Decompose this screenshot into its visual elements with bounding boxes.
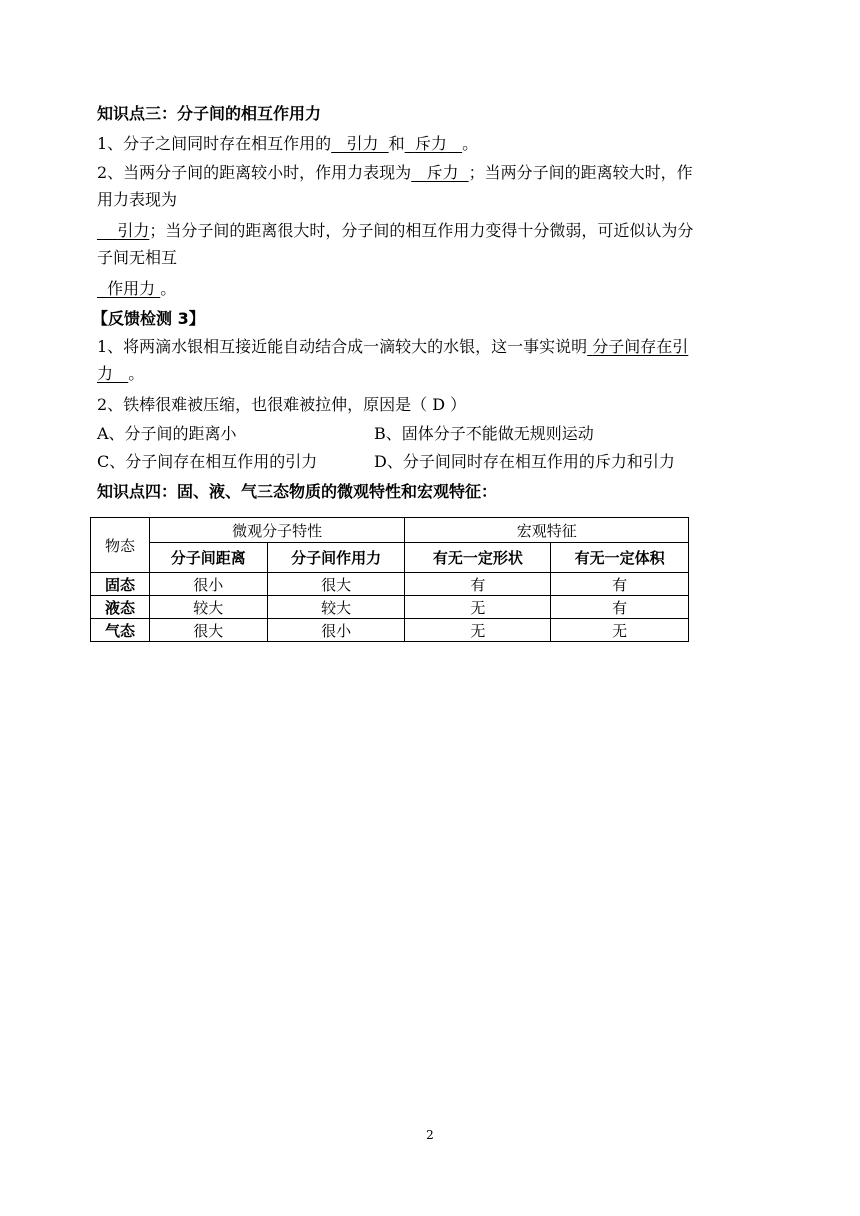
fb-q1-suffix: 。 bbox=[128, 364, 145, 383]
page-number: 2 bbox=[426, 1128, 434, 1142]
table-row bbox=[91, 573, 689, 596]
q2-answer-1: 斥力 bbox=[426, 163, 459, 182]
row-state-label: 气态 bbox=[91, 619, 150, 642]
table-cell: 很大 bbox=[149, 619, 267, 642]
table-cell: 较大 bbox=[149, 596, 267, 619]
table-cell: 无 bbox=[405, 619, 551, 642]
column-header: 有无一定形状 bbox=[405, 543, 551, 573]
column-header: 分子间距离 bbox=[149, 543, 267, 573]
table-cell: 有 bbox=[405, 573, 551, 596]
q2-mid2: ；当分子间的距离很大时，分子间的相互作用力变得十分微弱，可近似认为分 bbox=[149, 221, 694, 240]
table-cell: 有 bbox=[551, 596, 689, 619]
states-of-matter-table bbox=[90, 517, 689, 642]
section3-q2-line4: 子间无相互 bbox=[97, 248, 178, 267]
table-header-row bbox=[91, 543, 689, 573]
fb-q1-answer-a: 分子间存在引 bbox=[592, 337, 689, 356]
section3-q2-line3 bbox=[97, 218, 693, 244]
feedback3-q1-line2 bbox=[97, 361, 144, 387]
table-cell: 有 bbox=[551, 573, 689, 596]
table-cell: 无 bbox=[551, 619, 689, 642]
section3-q2-line5 bbox=[97, 276, 176, 302]
micro-group-header: 微观分子特性 bbox=[149, 518, 405, 543]
table-cell: 无 bbox=[405, 596, 551, 619]
state-column-header: 物态 bbox=[91, 518, 150, 573]
fb-q1-answer-b: 力 bbox=[97, 364, 114, 383]
section3-q2-line1 bbox=[97, 160, 693, 186]
macro-group-header: 宏观特征 bbox=[405, 518, 689, 543]
q1-answer-1: 引力 bbox=[346, 134, 379, 153]
row-state-label: 液态 bbox=[91, 596, 150, 619]
fb-q1-prefix: 1、将两滴水银相互接近能自动结合成一滴较大的水银，这一事实说明 bbox=[97, 337, 588, 356]
feedback3-q1-line1 bbox=[97, 334, 688, 360]
q1-answer-2: 斥力 bbox=[414, 134, 447, 153]
table-row bbox=[91, 596, 689, 619]
feedback3-heading: 【反馈检测 3】 bbox=[92, 309, 205, 328]
q1-suffix: 。 bbox=[462, 134, 479, 153]
q2-answer-2: 引力 bbox=[117, 221, 150, 240]
section4-heading: 知识点四：固、液、气三态物质的微观特性和宏观特征： bbox=[97, 482, 498, 501]
q1-prefix: 1、分子之间同时存在相互作用的 bbox=[97, 134, 332, 153]
option-a: A、分子间的距离小 bbox=[97, 424, 237, 443]
section3-q2-line2: 用力表现为 bbox=[97, 190, 178, 209]
q2-answer-3: 作用力 bbox=[107, 279, 156, 298]
table-cell: 很大 bbox=[267, 573, 405, 596]
feedback3-q2-stem: 2、铁棒很难被压缩，也很难被拉伸，原因是（ D ） bbox=[97, 395, 467, 414]
option-b: B、固体分子不能做无规则运动 bbox=[374, 424, 594, 443]
section3-q1 bbox=[97, 131, 478, 157]
option-d: D、分子间同时存在相互作用的斥力和引力 bbox=[374, 452, 675, 471]
q2-mid1: ；当两分子间的距离较大时，作 bbox=[468, 163, 693, 182]
table-cell: 很小 bbox=[149, 573, 267, 596]
q2-prefix: 2、当两分子间的距离较小时，作用力表现为 bbox=[97, 163, 412, 182]
table-group-header-row bbox=[91, 518, 689, 543]
q1-mid: 和 bbox=[388, 134, 405, 153]
option-c: C、分子间存在相互作用的引力 bbox=[97, 452, 318, 471]
table-cell: 较大 bbox=[267, 596, 405, 619]
table-cell: 很小 bbox=[267, 619, 405, 642]
table-row bbox=[91, 619, 689, 642]
q2-suffix: 。 bbox=[160, 279, 177, 298]
column-header: 分子间作用力 bbox=[267, 543, 405, 573]
row-state-label: 固态 bbox=[91, 573, 150, 596]
section3-heading: 知识点三：分子间的相互作用力 bbox=[97, 104, 322, 123]
column-header: 有无一定体积 bbox=[551, 543, 689, 573]
